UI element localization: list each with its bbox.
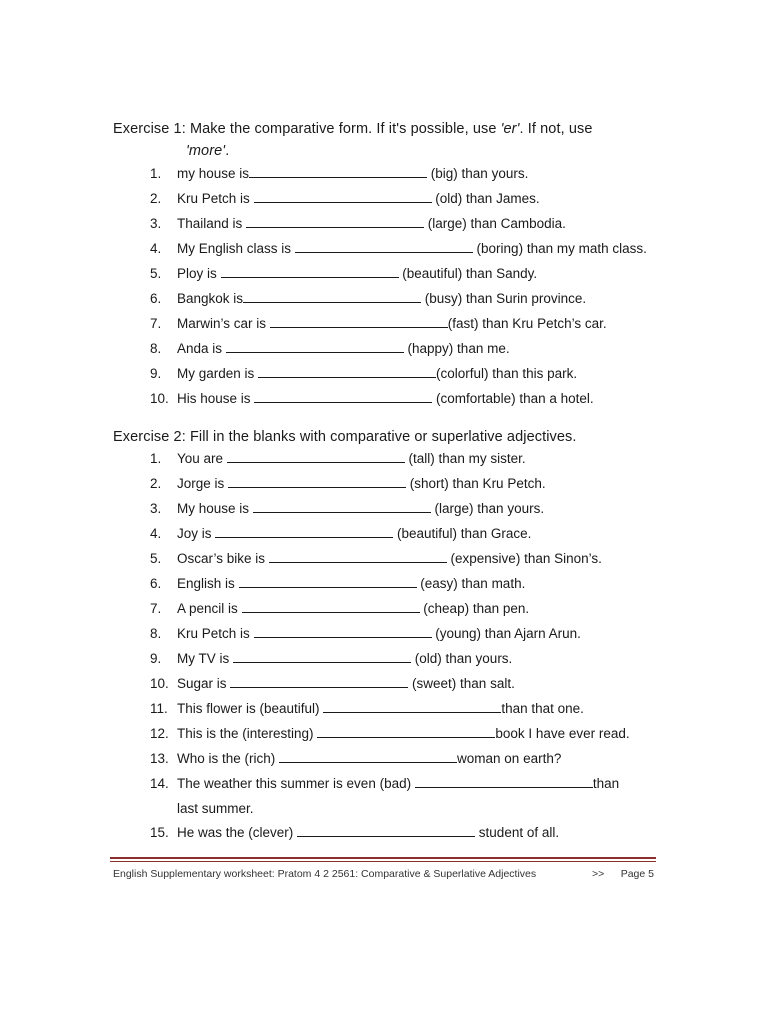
item-text: (easy) than math. [416,576,526,591]
item-number: 3. [150,501,162,516]
item-number: 6. [150,576,162,591]
exercise1-heading-more: 'more' [186,143,226,159]
item-text: (large) than Cambodia. [424,216,566,231]
item-number: 2. [150,476,162,491]
item-number: 2. [150,191,162,206]
answer-blank[interactable] [297,824,475,837]
answer-blank[interactable] [239,575,417,588]
answer-blank[interactable] [279,750,457,763]
item-text: You are [177,451,227,466]
item-number: 1. [150,166,162,181]
item-number: 12. [150,726,169,741]
item-text: English is [177,576,239,591]
item-number: 9. [150,366,162,381]
exercise2-item [150,774,619,794]
item-number: 8. [150,341,162,356]
item-number: 10. [150,676,169,691]
item-text: Thailand is [177,216,247,231]
item-text: (large) than yours. [430,501,545,516]
answer-blank[interactable] [227,450,405,463]
answer-blank[interactable] [270,315,448,328]
item-text: (young) than Ajarn Arun. [431,626,581,641]
exercise2-item [150,574,525,594]
item-text: My garden is [177,366,259,381]
item-text: Kru Petch is [177,191,254,206]
item-number: 5. [150,551,162,566]
item-text: Jorge is [177,476,229,491]
exercise2-item [150,749,561,769]
item-continuation: last summer. [177,801,254,816]
footer-rule-thick [110,857,656,859]
footer-rule-thin [110,861,656,862]
item-text: He was the (clever) [177,825,298,840]
exercise2-item [150,649,512,669]
answer-blank[interactable] [258,365,436,378]
exercise1-item [150,189,540,209]
answer-blank[interactable] [228,475,406,488]
item-text: My house is [177,501,253,516]
answer-blank[interactable] [254,625,432,638]
item-number: 7. [150,601,162,616]
exercise1-item [150,239,647,259]
answer-blank[interactable] [269,550,447,563]
item-number: 5. [150,266,162,281]
item-number: 8. [150,626,162,641]
page-number: Page 5 [620,868,654,880]
item-text: (beautiful) than Grace. [393,526,532,541]
exercise1-item [150,289,586,309]
exercise1-item [150,389,594,409]
exercise1-item [150,264,537,284]
answer-blank[interactable] [243,290,421,303]
item-text: (tall) than my sister. [404,451,526,466]
item-text: (short) than Kru Petch. [406,476,546,491]
item-text: (big) than yours. [427,166,529,181]
exercise2-heading: Exercise 2: Fill in the blanks with comparative or superlative adjectives. [113,429,577,445]
item-text: (comfortable) than a hotel. [432,391,594,406]
answer-blank[interactable] [415,775,593,788]
item-text: (happy) than me. [403,341,510,356]
item-text: Ploy is [177,266,221,281]
item-text: My TV is [177,651,234,666]
item-number: 11. [150,701,168,716]
item-text: Oscar’s bike is [177,551,269,566]
item-text: (expensive) than Sinon’s. [446,551,602,566]
item-number: 3. [150,216,162,231]
item-text: Who is the (rich) [177,751,280,766]
exercise1-heading-er: 'er' [500,121,520,137]
exercise1-heading-text: Exercise 1: Make the comparative form. If it's possible, use [113,121,501,137]
item-text: Sugar is [177,676,231,691]
exercise1-heading-period: . [225,143,230,159]
exercise2-item [150,449,526,469]
answer-blank[interactable] [254,190,432,203]
item-text: (boring) than my math class. [472,241,647,256]
item-text: Bangkok is [177,291,244,306]
item-text: (fast) than Kru Petch’s car. [447,316,607,331]
item-text: (old) than yours. [411,651,513,666]
exercise1-item [150,164,528,184]
item-text: (old) than James. [431,191,540,206]
item-text: (busy) than Surin province. [421,291,587,306]
item-text: book I have ever read. [495,726,630,741]
exercise2-item [150,549,602,569]
item-number: 14. [150,776,169,791]
item-text: my house is [177,166,250,181]
item-text: than [592,776,620,791]
exercise2-item [150,599,529,619]
exercise1-item [150,214,566,234]
exercise2-item [150,474,546,494]
item-text: This is the (interesting) [177,726,318,741]
item-number: 4. [150,241,162,256]
answer-blank[interactable] [230,675,408,688]
item-text: Marwin’s car is [177,316,270,331]
item-text: My English class is [177,241,295,256]
item-text: (cheap) than pen. [419,601,530,616]
answer-blank[interactable] [253,500,431,513]
exercise1-item [150,364,577,384]
answer-blank[interactable] [249,165,427,178]
item-number: 7. [150,316,162,331]
item-text: Anda is [177,341,226,356]
item-number: 15. [150,825,169,840]
item-text: His house is [177,391,255,406]
answer-blank[interactable] [254,390,432,403]
answer-blank[interactable] [246,215,424,228]
footer [113,868,656,880]
item-text: This flower is (beautiful) [177,701,324,716]
exercise2-item [150,524,531,544]
item-text: woman on earth? [457,751,562,766]
footer-arrows: >> [592,868,605,880]
exercise1-heading [113,118,593,162]
exercise2-item [150,624,581,644]
exercise2-item [150,699,584,719]
item-text: (colorful) than this park. [436,366,578,381]
item-number: 4. [150,526,162,541]
footer-text: English Supplementary worksheet: Pratom 4 2 2561: Comparative & Superlative Adjectives [113,868,537,880]
item-number: 10. [150,391,169,406]
answer-blank[interactable] [295,240,473,253]
answer-blank[interactable] [233,650,411,663]
exercise1-heading-text-end: . If not, use [519,121,593,137]
item-text: The weather this summer is even (bad) [177,776,415,791]
item-text: Kru Petch is [177,626,254,641]
answer-blank[interactable] [215,525,393,538]
item-text: (beautiful) than Sandy. [398,266,538,281]
item-number: 1. [150,451,162,466]
item-number: 6. [150,291,162,306]
item-text: student of all. [475,825,560,840]
answer-blank[interactable] [226,340,404,353]
item-text: (sweet) than salt. [408,676,515,691]
answer-blank[interactable] [317,725,495,738]
answer-blank[interactable] [242,600,420,613]
item-text: Joy is [177,526,216,541]
exercise1-item [150,339,510,359]
exercise1-item [150,314,607,334]
exercise2-item [150,823,559,843]
item-number: 13. [150,751,169,766]
item-text: than that one. [501,701,584,716]
answer-blank[interactable] [221,265,399,278]
item-text: A pencil is [177,601,242,616]
item-number: 9. [150,651,162,666]
answer-blank[interactable] [323,700,501,713]
exercise2-item [150,674,515,694]
exercise2-item [150,724,630,744]
exercise2-item [150,499,544,519]
